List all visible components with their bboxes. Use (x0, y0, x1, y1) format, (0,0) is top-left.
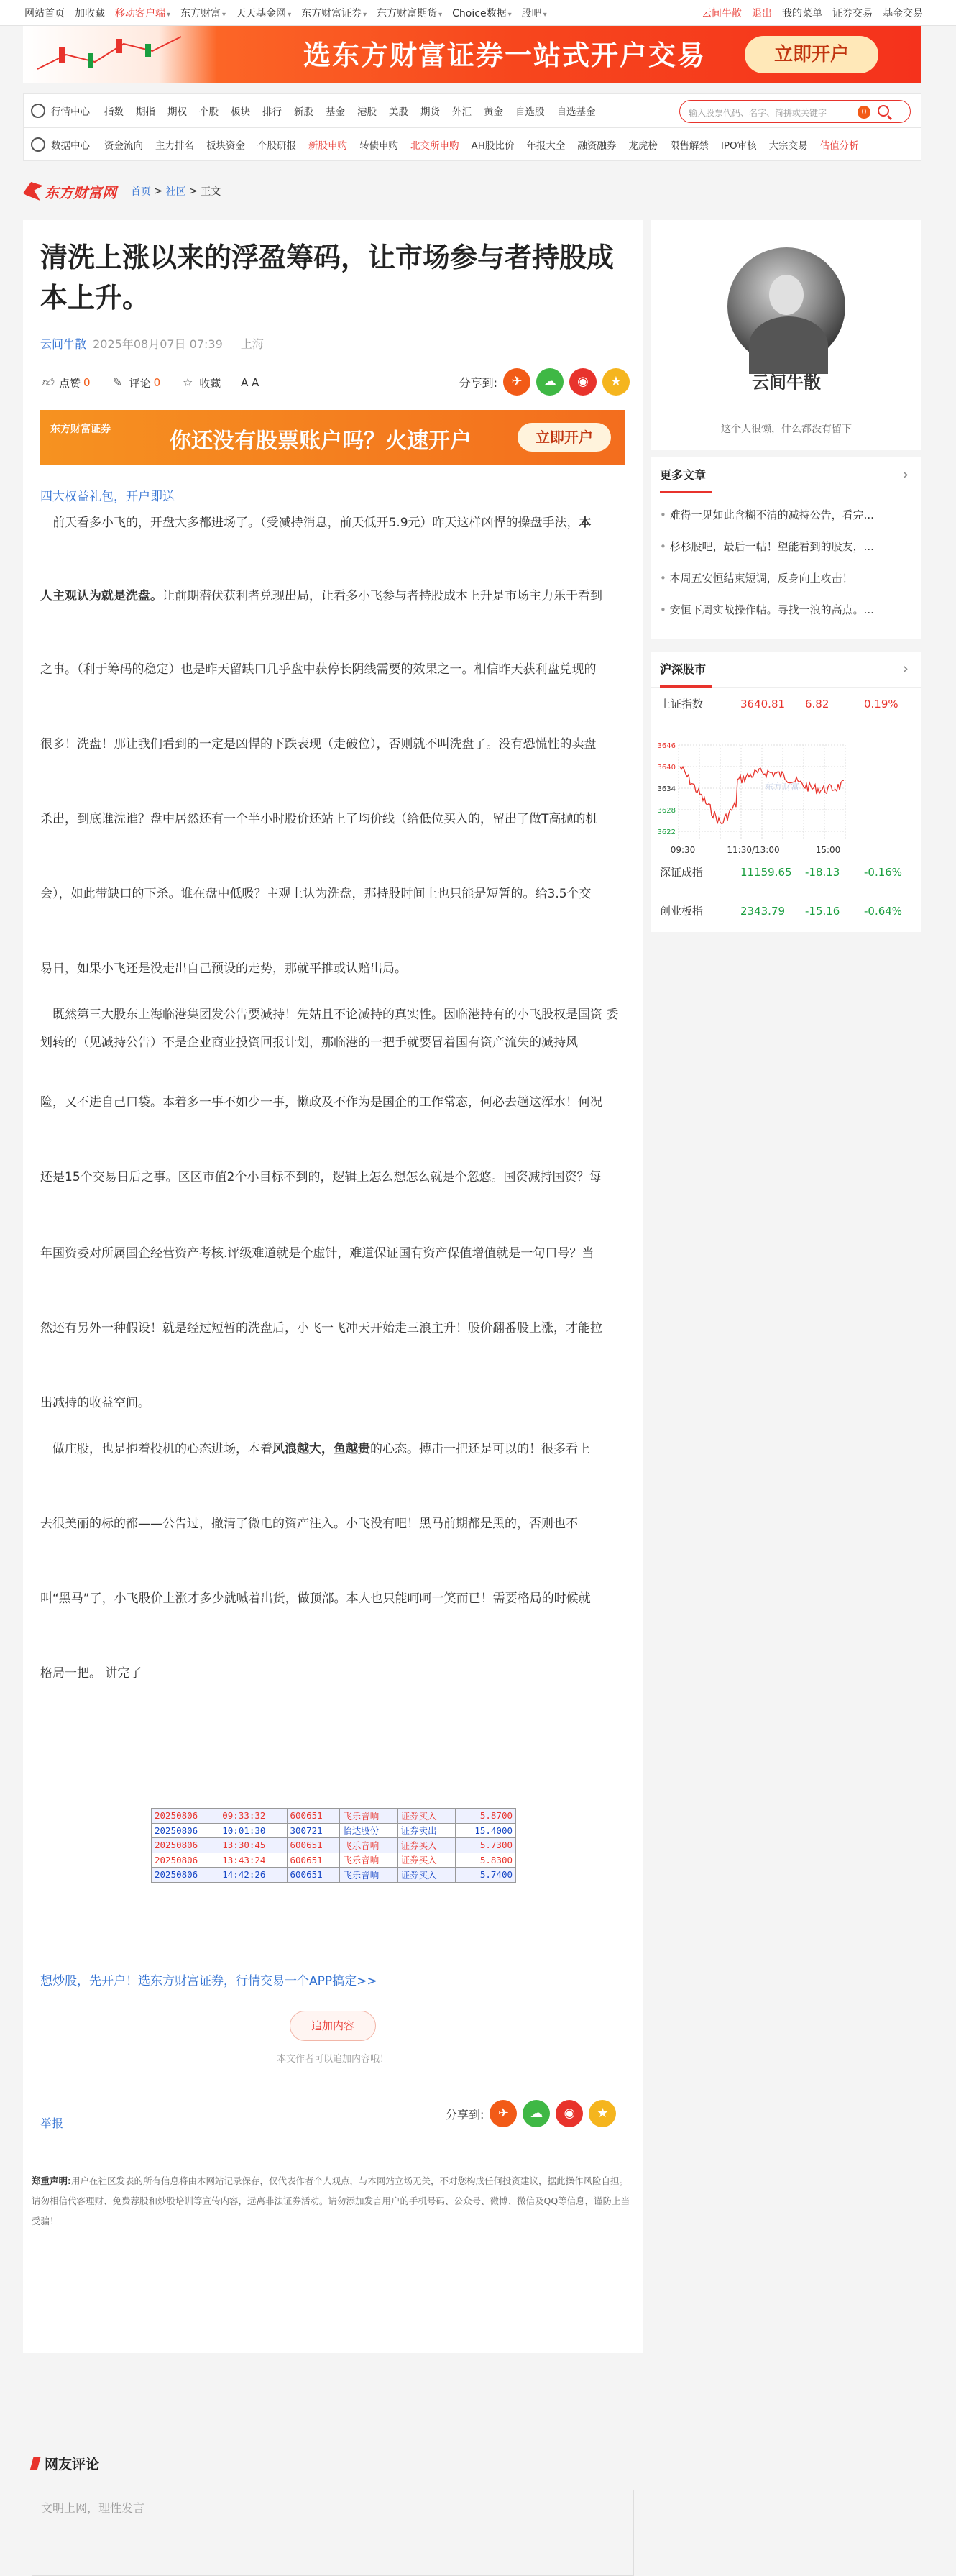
article-paragraph (40, 731, 630, 759)
nav-lockup[interactable]: 限售解禁 (669, 140, 709, 152)
like-count: 0 (83, 376, 91, 389)
article-toolbar (40, 368, 630, 397)
index-change: -18.13 (805, 866, 840, 879)
market-row-sh[interactable] (660, 692, 913, 716)
comment-count: 0 (153, 376, 161, 389)
y-tick: 3628 (657, 807, 676, 815)
trade-cell: 证券买入 (397, 1868, 455, 1883)
share-wechat-icon[interactable]: ☁ (523, 2100, 550, 2127)
para-text-6: 易日，如果小飞还是没走出自己预设的走势，那就平推或认赔出局。 (40, 962, 407, 976)
trade-cell: 600651 (287, 1853, 340, 1868)
crumb-home[interactable]: 首页 (131, 186, 151, 198)
index-change: 6.82 (805, 698, 829, 711)
top-bar-right (691, 0, 923, 26)
y-tick: 3646 (657, 742, 676, 750)
article-title: 清洗上涨以来的浮盈筹码，让市场参与者持股成本上升。 (40, 242, 615, 314)
trade-row (152, 1838, 516, 1853)
trade-record-image (151, 1808, 516, 1883)
trade-cell: 证券卖出 (397, 1823, 455, 1838)
trade-cell: 09:33:32 (219, 1809, 287, 1824)
nav-futures[interactable]: 期货 (420, 106, 440, 118)
chevron-right-icon[interactable]: › (902, 660, 909, 678)
trade-cell: 5.7300 (455, 1838, 515, 1853)
top-link-choice[interactable]: Choice数据 ▾ (452, 6, 511, 20)
share-label: 分享到: (459, 375, 497, 390)
trade-cell: 证券买入 (397, 1838, 455, 1853)
trade-cell: 15.4000 (455, 1823, 515, 1838)
trade-cell: 14:42:26 (219, 1868, 287, 1883)
index-name: 深证成指 (660, 866, 704, 879)
share-guba-icon[interactable]: ✈ (490, 2100, 517, 2127)
trade-cell: 600651 (287, 1868, 340, 1883)
index-name: 创业板指 (660, 905, 704, 918)
para-text-8: 险，又不进自己口袋。本着多一事不如少一事，懒政及不作为是国企的工作常态，何必去趟这浑水！何况 (40, 1095, 602, 1110)
article-paragraph (40, 1089, 630, 1117)
trade-cell: 300721 (287, 1823, 340, 1838)
logout-link[interactable]: 退出 (752, 8, 772, 19)
nav-ipo[interactable]: 新股 (294, 106, 313, 118)
crumb-separator-1: > (151, 186, 166, 197)
nav-dragon-tiger[interactable]: 龙虎榜 (628, 140, 658, 152)
nav-sectors[interactable]: 板块 (231, 106, 250, 118)
nav-valuation[interactable]: 估值分析 (819, 140, 859, 152)
x-tick: 11:30/13:00 (727, 845, 780, 855)
para-text-1: 人主观认为就是洗盘。让前期潜伏获利者兑现出局，让看多小飞参与者持股成本上升是市场主力乐于看到 (40, 589, 602, 603)
article-panel (23, 220, 643, 2515)
avatar[interactable] (727, 247, 845, 365)
article-paragraph (40, 1435, 630, 1463)
comments-heading (32, 2454, 99, 2473)
index-price: 11159.65 (740, 866, 792, 879)
market-row-sz[interactable] (660, 860, 913, 885)
x-tick: 15:00 (815, 845, 841, 855)
comment-label: 评论 (129, 376, 151, 390)
article-paragraph (40, 1510, 630, 1538)
open-account-link[interactable]: 想炒股，先开户！选东方财富证券，行情交易一个APP搞定>> (40, 1974, 377, 1988)
comment-button[interactable] (111, 375, 161, 390)
x-tick: 09:30 (670, 845, 696, 855)
para-text-15: 叫“黑马”了，小飞股价上涨才多少就喊着出货，做顶部。本人也只能呵呵一笑而已！需要格局的时候就 (40, 1591, 591, 1606)
article-paragraph (40, 1315, 630, 1343)
trade-cell: 20250806 (152, 1838, 219, 1853)
chart-watermark: 东方财富 (764, 782, 800, 792)
para-text-0: 前天看多小飞的，开盘大多都进场了。（受减持消息，前天低开5.9元）昨天这样凶悍的操盘手法，本 (40, 516, 592, 530)
chevron-right-icon[interactable]: › (902, 466, 909, 484)
trade-cell: 证券买入 (397, 1853, 455, 1868)
breadcrumb (23, 178, 221, 204)
thumb-up-icon: 👍︎ (41, 375, 54, 389)
index-price: 3640.81 (740, 698, 786, 711)
market-center-link[interactable] (31, 104, 90, 118)
index-percent: -0.64% (864, 905, 903, 918)
nav-margin[interactable]: 融资融券 (577, 140, 617, 152)
nav-new-stock-sub[interactable]: 新股申购 (308, 140, 347, 152)
trade-cell: 20250806 (152, 1868, 219, 1883)
nav-forex[interactable]: 外汇 (452, 106, 472, 118)
list-item[interactable]: • 本周五安恒结束短调，反身向上攻击！ (660, 562, 913, 594)
article-paragraph (40, 509, 630, 537)
add-content-note: 本文作者可以追加内容哦！ (276, 2054, 389, 2065)
search-placeholder: 输入股票代码、名字、简拼或关键字 (689, 108, 827, 118)
list-item[interactable]: • 安恒下周实战操作帖。寻找一浪的高点。... (660, 594, 913, 626)
trade-cell: 20250806 (152, 1823, 219, 1838)
favorite-button[interactable] (180, 375, 221, 390)
article-datetime: 2025年08月07日 07:39 (93, 337, 223, 351)
top-link-home[interactable]: 网站首页 (24, 8, 65, 19)
share-star-icon[interactable]: ★ (589, 2100, 616, 2127)
font-size-button[interactable]: A A (241, 376, 259, 389)
trade-cell: 10:01:30 (219, 1823, 287, 1838)
article-paragraph (40, 1240, 630, 1268)
fund-trade-menu[interactable]: 基金交易 (883, 8, 923, 19)
nav-sector-funds[interactable]: 板块资金 (206, 140, 245, 152)
data-nav (23, 128, 921, 161)
disclaimer (32, 2168, 634, 2232)
top-link-mobile[interactable]: 移动客户端 ▾ (115, 6, 170, 20)
article-paragraph (40, 583, 630, 611)
article-paragraph (40, 955, 630, 983)
trade-cell: 飞乐音响 (340, 1838, 397, 1853)
nav-hk[interactable]: 港股 (357, 106, 377, 118)
logo-text: 东方财富网 (45, 183, 116, 201)
list-item[interactable]: • 难得一见如此含糊不清的减持公告，看完... (660, 499, 913, 531)
para-text-12: 出减持的收益空间。 (40, 1396, 150, 1410)
market-center-label: 行情中心 (51, 106, 90, 118)
share-weibo-icon[interactable]: ◉ (556, 2100, 583, 2127)
trade-cell: 飞乐音响 (340, 1809, 397, 1824)
banner-chart-decoration (23, 26, 217, 83)
trade-cell: 13:43:24 (219, 1853, 287, 1868)
star-icon: ☆ (182, 375, 193, 389)
disclaimer-text: 用户在社区发表的所有信息将由本网站记录保存，仅代表作者个人观点，与本网站立场无关，不对您构成任何投资建议，据此操作风险自担。请勿相信代客理财、免费荐股和炒股培训等宣传内容，远离非法证券活动。请勿添加发言用户的手机号码、公众号、微博、微信及QQ等信息，谨防上当受骗！ (32, 2175, 630, 2226)
eastmoney-logo[interactable] (23, 181, 116, 202)
top-ad-banner[interactable] (23, 26, 921, 83)
trade-cell: 13:30:45 (219, 1838, 287, 1853)
trade-cell: 600651 (287, 1838, 340, 1853)
share-star-icon[interactable]: ★ (602, 368, 630, 396)
avatar-body (749, 316, 828, 374)
article-paragraph (40, 1001, 630, 1057)
nav-options[interactable]: 期权 (167, 106, 187, 118)
data-center-label: 数据中心 (51, 140, 90, 152)
user-name-link[interactable]: 云间牛散 (702, 8, 742, 19)
para-text-5: 会），如此带缺口的下杀。谁在盘中低吸？主观上认为洗盘，那持股时间上也只能是短暂的。给3.5个交 (40, 887, 592, 901)
stock-trade-menu[interactable]: 证券交易 (832, 8, 873, 19)
ad-logo-text: 东方财富证券 (50, 424, 111, 435)
index-percent: -0.16% (864, 866, 903, 879)
more-articles-title: 更多文章 (660, 468, 707, 482)
article-paragraph (40, 805, 630, 833)
para-text-10: 年国资委对所属国企经营资产考核.评级难道就是个虚针，难道保证国有资产保值增值就是一句口号？当 (40, 1246, 594, 1261)
nav-index-futures[interactable]: 期指 (136, 106, 155, 118)
para-text-4: 杀出，到底谁洗谁？盘中居然还有一个半小时股价还站上了均价线（给低位买入的，留出了做T高抛的机 (40, 812, 598, 826)
share-bar (459, 368, 630, 396)
y-tick: 3634 (657, 785, 676, 793)
article-paragraph (40, 1389, 630, 1417)
intraday-chart[interactable] (657, 738, 875, 856)
more-articles-box (651, 457, 921, 639)
para-text-16: 格局一把。 讲完了 (40, 1666, 142, 1681)
article-author-link[interactable]: 云间牛散 (40, 337, 87, 351)
crumb-community[interactable]: 社区 (165, 186, 186, 198)
market-nav (23, 93, 921, 128)
disclaimer-label: 郑重声明: (32, 2175, 71, 2186)
top-bar-left (24, 0, 557, 26)
more-articles-list (651, 493, 921, 631)
trade-cell: 飞乐音响 (340, 1853, 397, 1868)
trade-cell: 20250806 (152, 1853, 219, 1868)
top-link-futures[interactable]: 东方财富期货 ▾ (377, 6, 442, 20)
trade-row (152, 1853, 516, 1868)
search-icon[interactable] (878, 105, 889, 117)
nav-annual-reports[interactable]: 年报大全 (526, 140, 566, 152)
trade-cell: 飞乐音响 (340, 1868, 397, 1883)
share-weibo-icon[interactable]: ◉ (569, 368, 597, 396)
trade-cell: 5.8700 (455, 1809, 515, 1824)
market-box (651, 652, 921, 932)
para-text-14: 去很美丽的标的都——公告过，撤清了微电的资产注入。小飞没有吧！黑马前期都是黑的，否则也不 (40, 1517, 578, 1531)
index-percent: 0.19% (864, 698, 898, 711)
author-desc: 这个人很懒，什么都没有留下 (721, 424, 852, 435)
like-button[interactable] (40, 375, 91, 390)
crumb-separator-2: > (185, 186, 201, 197)
para-text-7: 既然第三大股东上海临港集团发公告要减持！先姑且不论减持的真实性。因临港持有的小飞股权是国资 委划转的（见减持公告）不是企业商业投资回报计划，那临港的一把手就要冒着国有资产流失的减持风 (40, 1008, 619, 1050)
share-label: 分享到: (446, 2107, 484, 2121)
trade-row (152, 1809, 516, 1824)
y-tick: 3640 (657, 764, 676, 772)
article-paragraph (40, 1164, 630, 1192)
trade-cell: 证券买入 (397, 1809, 455, 1824)
comments-title: 网友评论 (45, 2457, 100, 2472)
bottom-share-bar (446, 2100, 616, 2127)
para-text-2: 之事。（利于筹码的稳定）也是昨天留缺口几乎盘中获停长阴线需要的效果之一。相信昨天获利盘兑现的 (40, 662, 597, 677)
article-paragraph (40, 656, 630, 684)
nav-research[interactable]: 个股研报 (257, 140, 296, 152)
data-center-icon (31, 137, 45, 152)
top-link-fund[interactable]: 天天基金网 ▾ (236, 6, 291, 20)
stock-search-input[interactable] (679, 100, 911, 123)
trade-cell: 5.7400 (455, 1868, 515, 1883)
eastmoney-logo-icon (23, 182, 43, 201)
nav-fund-watchlist[interactable]: 自选基金 (556, 106, 596, 118)
index-price: 2343.79 (740, 905, 786, 918)
nav-index[interactable]: 指数 (104, 106, 124, 118)
nav-gold[interactable]: 黄金 (484, 106, 503, 118)
crumb-current: 正文 (201, 186, 221, 198)
banner-open-account-button[interactable]: 立即开户 (745, 36, 878, 73)
nav-funds[interactable]: 基金 (326, 106, 345, 118)
trade-row (152, 1868, 516, 1883)
article-paragraph (40, 1660, 630, 1688)
add-content-button[interactable]: 追加内容 (290, 2011, 376, 2041)
banner-headline: 选东方财富证券一站式开户交易 (303, 40, 707, 71)
market-center-icon (31, 104, 45, 118)
para-text-11: 然还有另外一种假设！就是经过短暂的洗盘后，小飞一飞冲天开始走三浪主升！股价翻番股上涨，才能拉 (40, 1321, 602, 1335)
article-paragraph (40, 1585, 630, 1613)
top-link-securities[interactable]: 东方财富证券 ▾ (301, 6, 367, 20)
nav-fund-flow[interactable]: 资金流向 (104, 140, 143, 152)
ad-open-account-button[interactable]: 立即开户 (518, 423, 611, 452)
top-link-guba[interactable]: 股吧 ▾ (522, 6, 547, 20)
trade-cell: 20250806 (152, 1809, 219, 1824)
avatar-face (769, 275, 804, 315)
promo-link[interactable]: 四大权益礼包，开户即送 (40, 490, 175, 504)
nav-ah-compare[interactable]: AH股比价 (471, 140, 515, 152)
article-paragraph (40, 880, 630, 908)
search-count-badge: 0 (858, 106, 870, 119)
share-guba-icon[interactable]: ✈ (503, 368, 530, 396)
trade-row (152, 1823, 516, 1838)
nav-block-trade[interactable]: 大宗交易 (768, 140, 808, 152)
nav-watchlist[interactable]: 自选股 (515, 106, 545, 118)
banner-candles-icon (23, 26, 217, 83)
article-location: 上海 (240, 337, 264, 351)
open-account-ad[interactable] (40, 410, 625, 465)
more-articles-header (651, 457, 921, 493)
ad-headline: 你还没有股票账户吗？火速开户 (170, 429, 472, 454)
trade-cell: 怡达股份 (340, 1823, 397, 1838)
nav-ipo-review[interactable]: IPO审核 (720, 140, 757, 152)
nav-main-ranking[interactable]: 主力排名 (155, 140, 194, 152)
market-row-cy[interactable] (660, 899, 913, 923)
nav-bond-sub[interactable]: 转债申购 (359, 140, 398, 152)
favorite-label: 收藏 (199, 376, 221, 390)
author-card (651, 220, 921, 450)
para-text-9: 还是15个交易日后之事。区区市值2个小目标不到的，逻辑上怎么想怎么就是个忽悠。国资减持国资？每 (40, 1170, 602, 1184)
report-link[interactable]: 举报 (40, 2116, 64, 2130)
y-tick: 3622 (657, 828, 676, 836)
trade-cell: 600651 (287, 1809, 340, 1824)
top-link-eastmoney[interactable]: 东方财富 ▾ (180, 6, 226, 20)
top-bar (0, 0, 956, 26)
market-title: 沪深股市 (660, 662, 707, 676)
nav-stocks[interactable]: 个股 (199, 106, 219, 118)
nav-rankings[interactable]: 排行 (262, 106, 282, 118)
index-change: -15.16 (805, 905, 840, 918)
comment-placeholder: 文明上网，理性发言 (41, 2501, 145, 2515)
trade-cell: 5.8300 (455, 1853, 515, 1868)
para-text-3: 很多！洗盘！那让我们看到的一定是凶悍的下跌表现（走破位），否则就不叫洗盘了。没有恐慌性的卖盘 (40, 737, 597, 752)
market-header (651, 652, 921, 688)
list-item[interactable]: • 杉杉股吧，最后一帖！望能看到的股友，... (660, 531, 913, 562)
pen-icon (30, 2457, 41, 2470)
share-wechat-icon[interactable]: ☁ (536, 368, 564, 396)
my-menu[interactable]: 我的菜单 (782, 8, 822, 19)
index-name: 上证指数 (660, 698, 704, 711)
para-text-13: 做庄股，也是抱着投机的心态进场，本着风浪越大，鱼越贵的心态。搏击一把还是可以的！很多看上 (40, 1442, 590, 1456)
article-meta (40, 335, 264, 352)
like-label: 点赞 (59, 376, 81, 390)
top-link-bookmark[interactable]: 加收藏 (75, 8, 105, 19)
pencil-icon: ✎ (112, 375, 123, 389)
comment-input[interactable] (32, 2490, 634, 2576)
data-center-link[interactable] (31, 137, 90, 152)
author-name[interactable]: 云间牛散 (752, 373, 821, 393)
nav-bse-sub[interactable]: 北交所申购 (410, 140, 459, 152)
nav-us[interactable]: 美股 (389, 106, 408, 118)
